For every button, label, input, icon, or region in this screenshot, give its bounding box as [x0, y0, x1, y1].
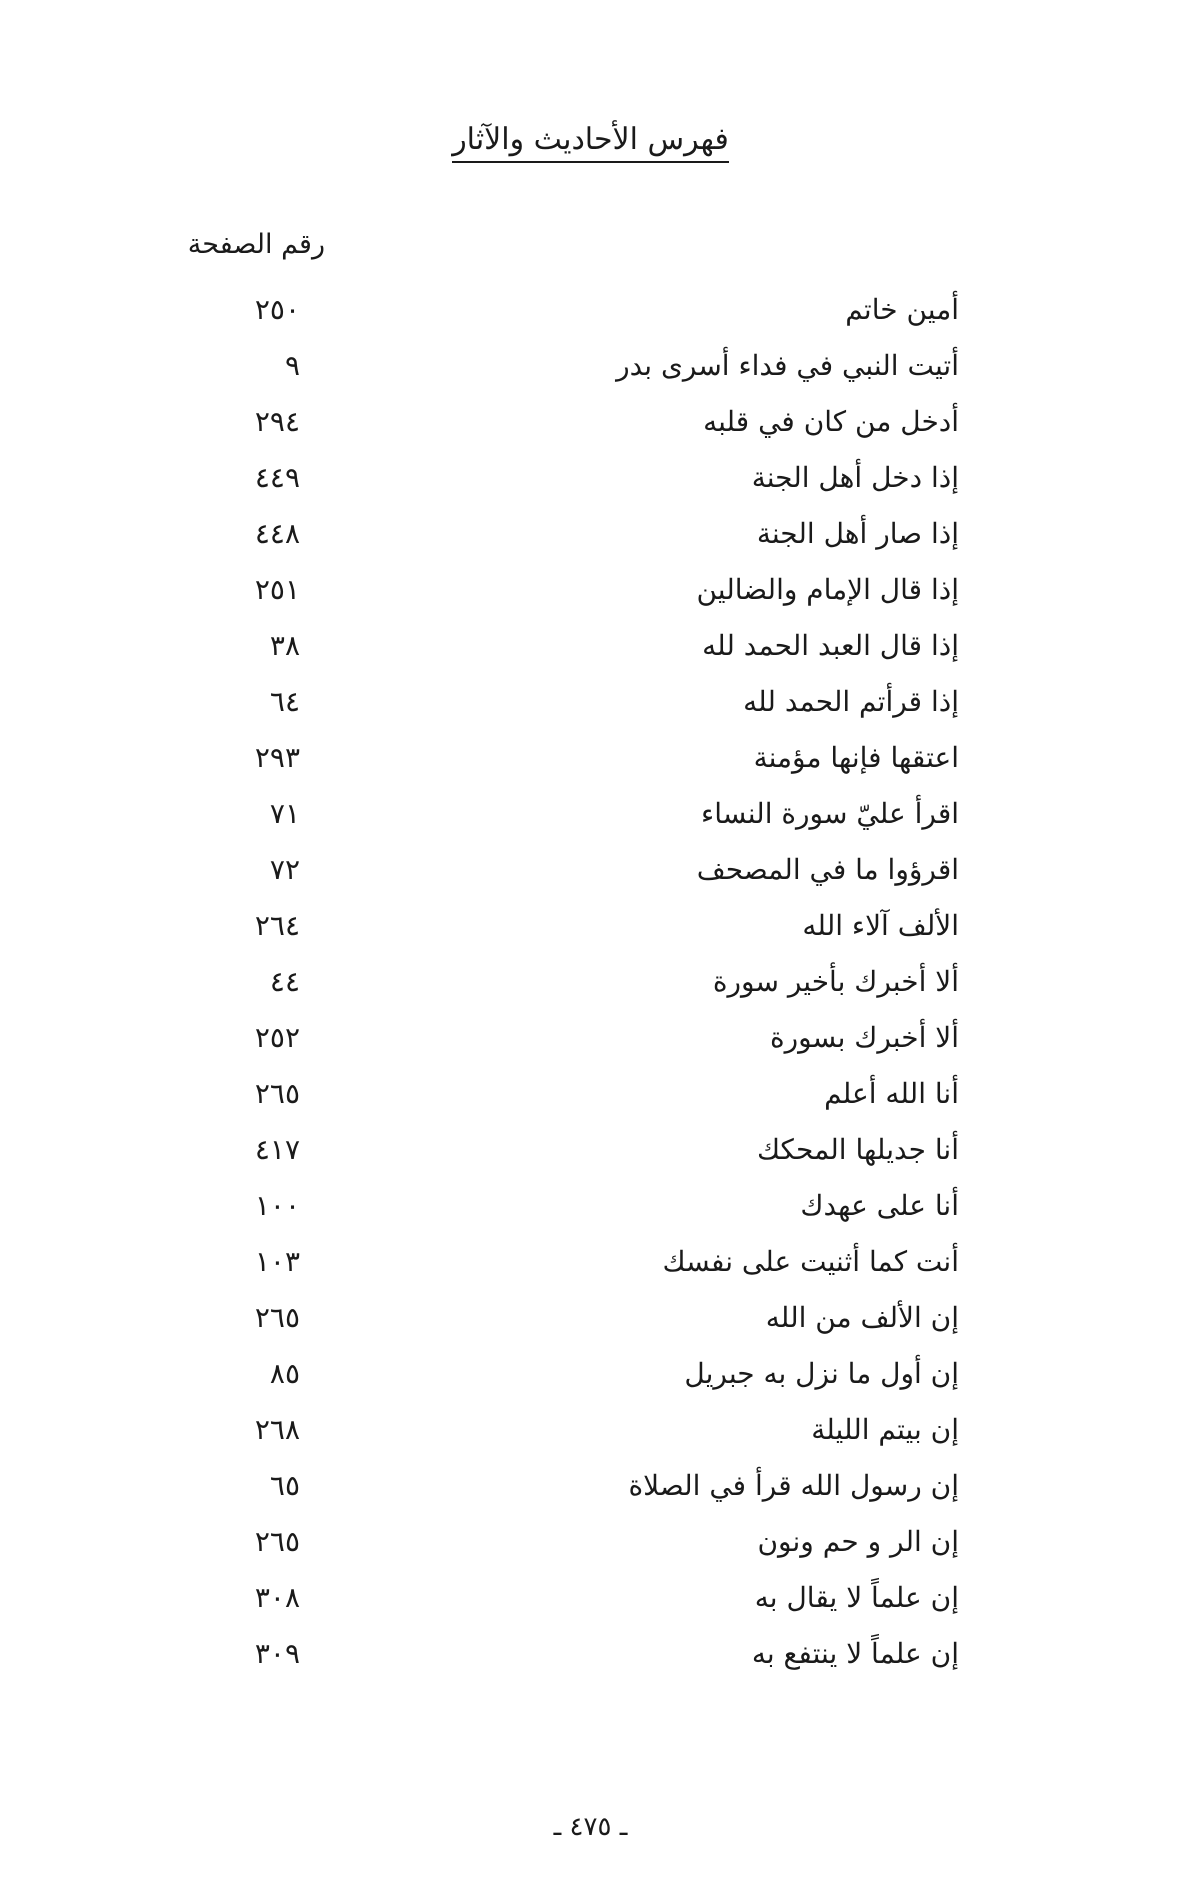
page-number-column-header: رقم الصفحة [187, 229, 325, 260]
page-folio-number: ـ ٤٧٥ ـ [553, 1812, 628, 1842]
entry-page-number: ٢٥١ [254, 573, 300, 606]
index-entry [0, 506, 1181, 562]
index-entry [0, 954, 1181, 1010]
index-entry [0, 1626, 1181, 1682]
entry-text: إن علماً لا يقال به [754, 1581, 959, 1614]
entry-text: أنا جديلها المحكك [756, 1133, 959, 1166]
entry-text: أنت كما أثنيت على نفسك [662, 1245, 959, 1278]
entry-text: اعتقها فإنها مؤمنة [753, 741, 959, 774]
entry-page-number: ٢٩٣ [254, 741, 300, 774]
index-entry [0, 842, 1181, 898]
entry-page-number: ٤٤٨ [254, 517, 300, 550]
entry-text: ألا أخبرك بسورة [769, 1021, 959, 1054]
index-entry [0, 562, 1181, 618]
entry-text: إذا قال الإمام والضالين [696, 573, 959, 606]
entry-text: إن أول ما نزل به جبريل [684, 1357, 959, 1390]
index-entry [0, 1122, 1181, 1178]
entry-page-number: ٨٥ [269, 1357, 300, 1390]
entry-page-number: ٤٤٩ [254, 461, 300, 494]
index-entry [0, 450, 1181, 506]
index-entry [0, 1570, 1181, 1626]
entry-text: إن الألف من الله [765, 1301, 959, 1334]
index-entry [0, 1290, 1181, 1346]
index-entry [0, 1010, 1181, 1066]
entry-text: إذا صار أهل الجنة [756, 517, 959, 550]
entry-page-number: ٢٦٨ [254, 1413, 300, 1446]
index-entry [0, 394, 1181, 450]
index-entry [0, 786, 1181, 842]
entry-page-number: ٢٩٤ [254, 405, 300, 438]
entry-page-number: ٣٠٩ [254, 1637, 300, 1670]
index-entry [0, 1402, 1181, 1458]
index-entry [0, 898, 1181, 954]
index-entry [0, 1346, 1181, 1402]
page-title-text: فهرس الأحاديث والآثار [452, 122, 729, 163]
index-entry [0, 1514, 1181, 1570]
entry-text: أدخل من كان في قلبه [703, 405, 959, 438]
entry-page-number: ٧٢ [269, 853, 300, 886]
entry-text: أمين خاتم [845, 293, 959, 326]
index-entry [0, 338, 1181, 394]
entry-text: اقرؤوا ما في المصحف [696, 853, 959, 886]
entry-text: إذا قال العبد الحمد لله [702, 629, 959, 662]
entry-page-number: ٧١ [269, 797, 300, 830]
entry-page-number: ٤٤ [269, 965, 300, 998]
entry-text: إن علماً لا ينتفع به [751, 1637, 959, 1670]
entry-text: أنا على عهدك [800, 1189, 959, 1222]
entry-text: اقرأ عليّ سورة النساء [701, 797, 959, 830]
entry-page-number: ١٠٠ [254, 1189, 300, 1222]
index-entry [0, 1066, 1181, 1122]
entry-page-number: ٦٥ [269, 1469, 300, 1502]
index-entry [0, 1234, 1181, 1290]
entry-page-number: ٤١٧ [254, 1133, 300, 1166]
entry-page-number: ٩ [284, 349, 300, 382]
entry-text: أنا الله أعلم [824, 1077, 959, 1110]
entry-text: الألف آلاء الله [802, 909, 959, 942]
entry-page-number: ٣٨ [269, 629, 300, 662]
index-entry [0, 1458, 1181, 1514]
entry-page-number: ١٠٣ [254, 1245, 300, 1278]
index-entry [0, 730, 1181, 786]
entry-page-number: ٦٤ [269, 685, 300, 718]
entry-text: إذا دخل أهل الجنة [751, 461, 959, 494]
entry-page-number: ٢٦٥ [254, 1301, 300, 1334]
index-entry [0, 618, 1181, 674]
entry-text: إذا قرأتم الحمد لله [743, 685, 959, 718]
entry-text: أتيت النبي في فداء أسرى بدر [616, 349, 959, 382]
entry-page-number: ٢٥٢ [254, 1021, 300, 1054]
entry-page-number: ٣٠٨ [254, 1581, 300, 1614]
entry-page-number: ٢٦٤ [254, 909, 300, 942]
entry-page-number: ٢٥٠ [254, 293, 300, 326]
entry-text: إن بيتم الليلة [811, 1413, 959, 1446]
entry-page-number: ٢٦٥ [254, 1525, 300, 1558]
index-entry [0, 282, 1181, 338]
entry-text: ألا أخبرك بأخير سورة [712, 965, 959, 998]
index-entry [0, 1178, 1181, 1234]
entry-text: إن الر و حم ونون [757, 1525, 959, 1558]
page-title [0, 122, 1181, 163]
entry-text: إن رسول الله قرأ في الصلاة [628, 1469, 959, 1502]
entry-page-number: ٢٦٥ [254, 1077, 300, 1110]
index-entry [0, 674, 1181, 730]
